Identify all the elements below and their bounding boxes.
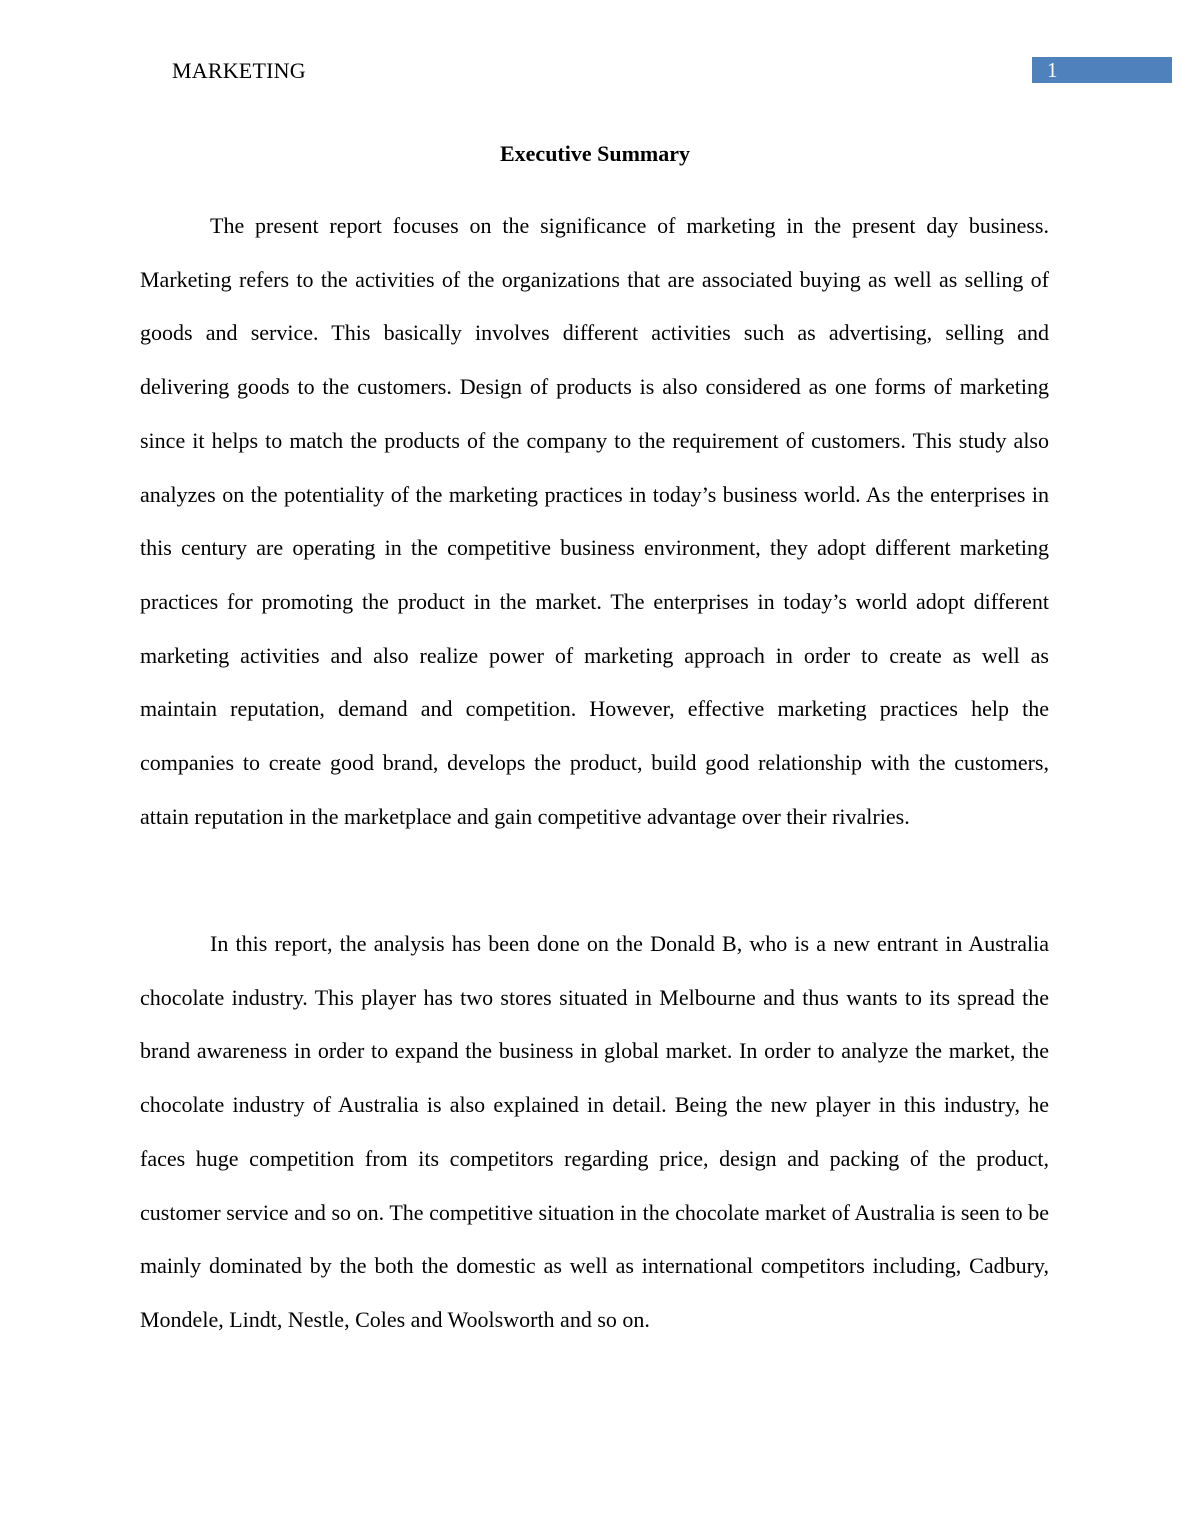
body-paragraph-1-container: [140, 199, 1049, 843]
running-head: MARKETING: [172, 58, 306, 83]
page-number: 1: [1047, 58, 1058, 82]
page-number-box: [1032, 57, 1172, 83]
body-paragraph: In this report, the analysis has been done on the Donald B, who is a new entrant in Australia chocolate industry. This player has two stores situated in Melbourne and thus wants to its spread the brand awareness in order to expand the business in global market. In order to analyze the market, the chocolate industry of Australia is also explained in detail. Being the new player in this industry, he faces huge competition from its competitors regarding price, design and packing of the product, customer service and so on. The competitive situation in the chocolate market of Australia is seen to be mainly dominated by the both the domestic as well as international competitors including, Cadbury, Mondele, Lindt, Nestle, Coles and Woolsworth and so on.: [140, 931, 1049, 1332]
document-title: Executive Summary: [499, 141, 691, 166]
body-paragraph-2-container: [140, 917, 1049, 1347]
body-paragraph: The present report focuses on the significance of marketing in the present day business. Marketing refers to the activities of the organizations that are associated buying as well as selling of goods and service. This basically involves different activities such as advertising, selling and delivering goods to the customers. Design of products is also considered as one forms of marketing since it helps to match the products of the company to the requirement of customers. This study also analyzes on the potentiality of the marketing practices in today’s business world. As the enterprises in this century are operating in the competitive business environment, they adopt different marketing practices for promoting the product in the market. The enterprises in today’s world adopt different marketing activities and also realize power of marketing approach in order to create as well as maintain reputation, demand and competition. However, effective marketing practices help the companies to create good brand, develops the product, build good relationship with the customers, attain reputation in the marketplace and gain competitive advantage over their rivalries.: [140, 213, 1049, 829]
